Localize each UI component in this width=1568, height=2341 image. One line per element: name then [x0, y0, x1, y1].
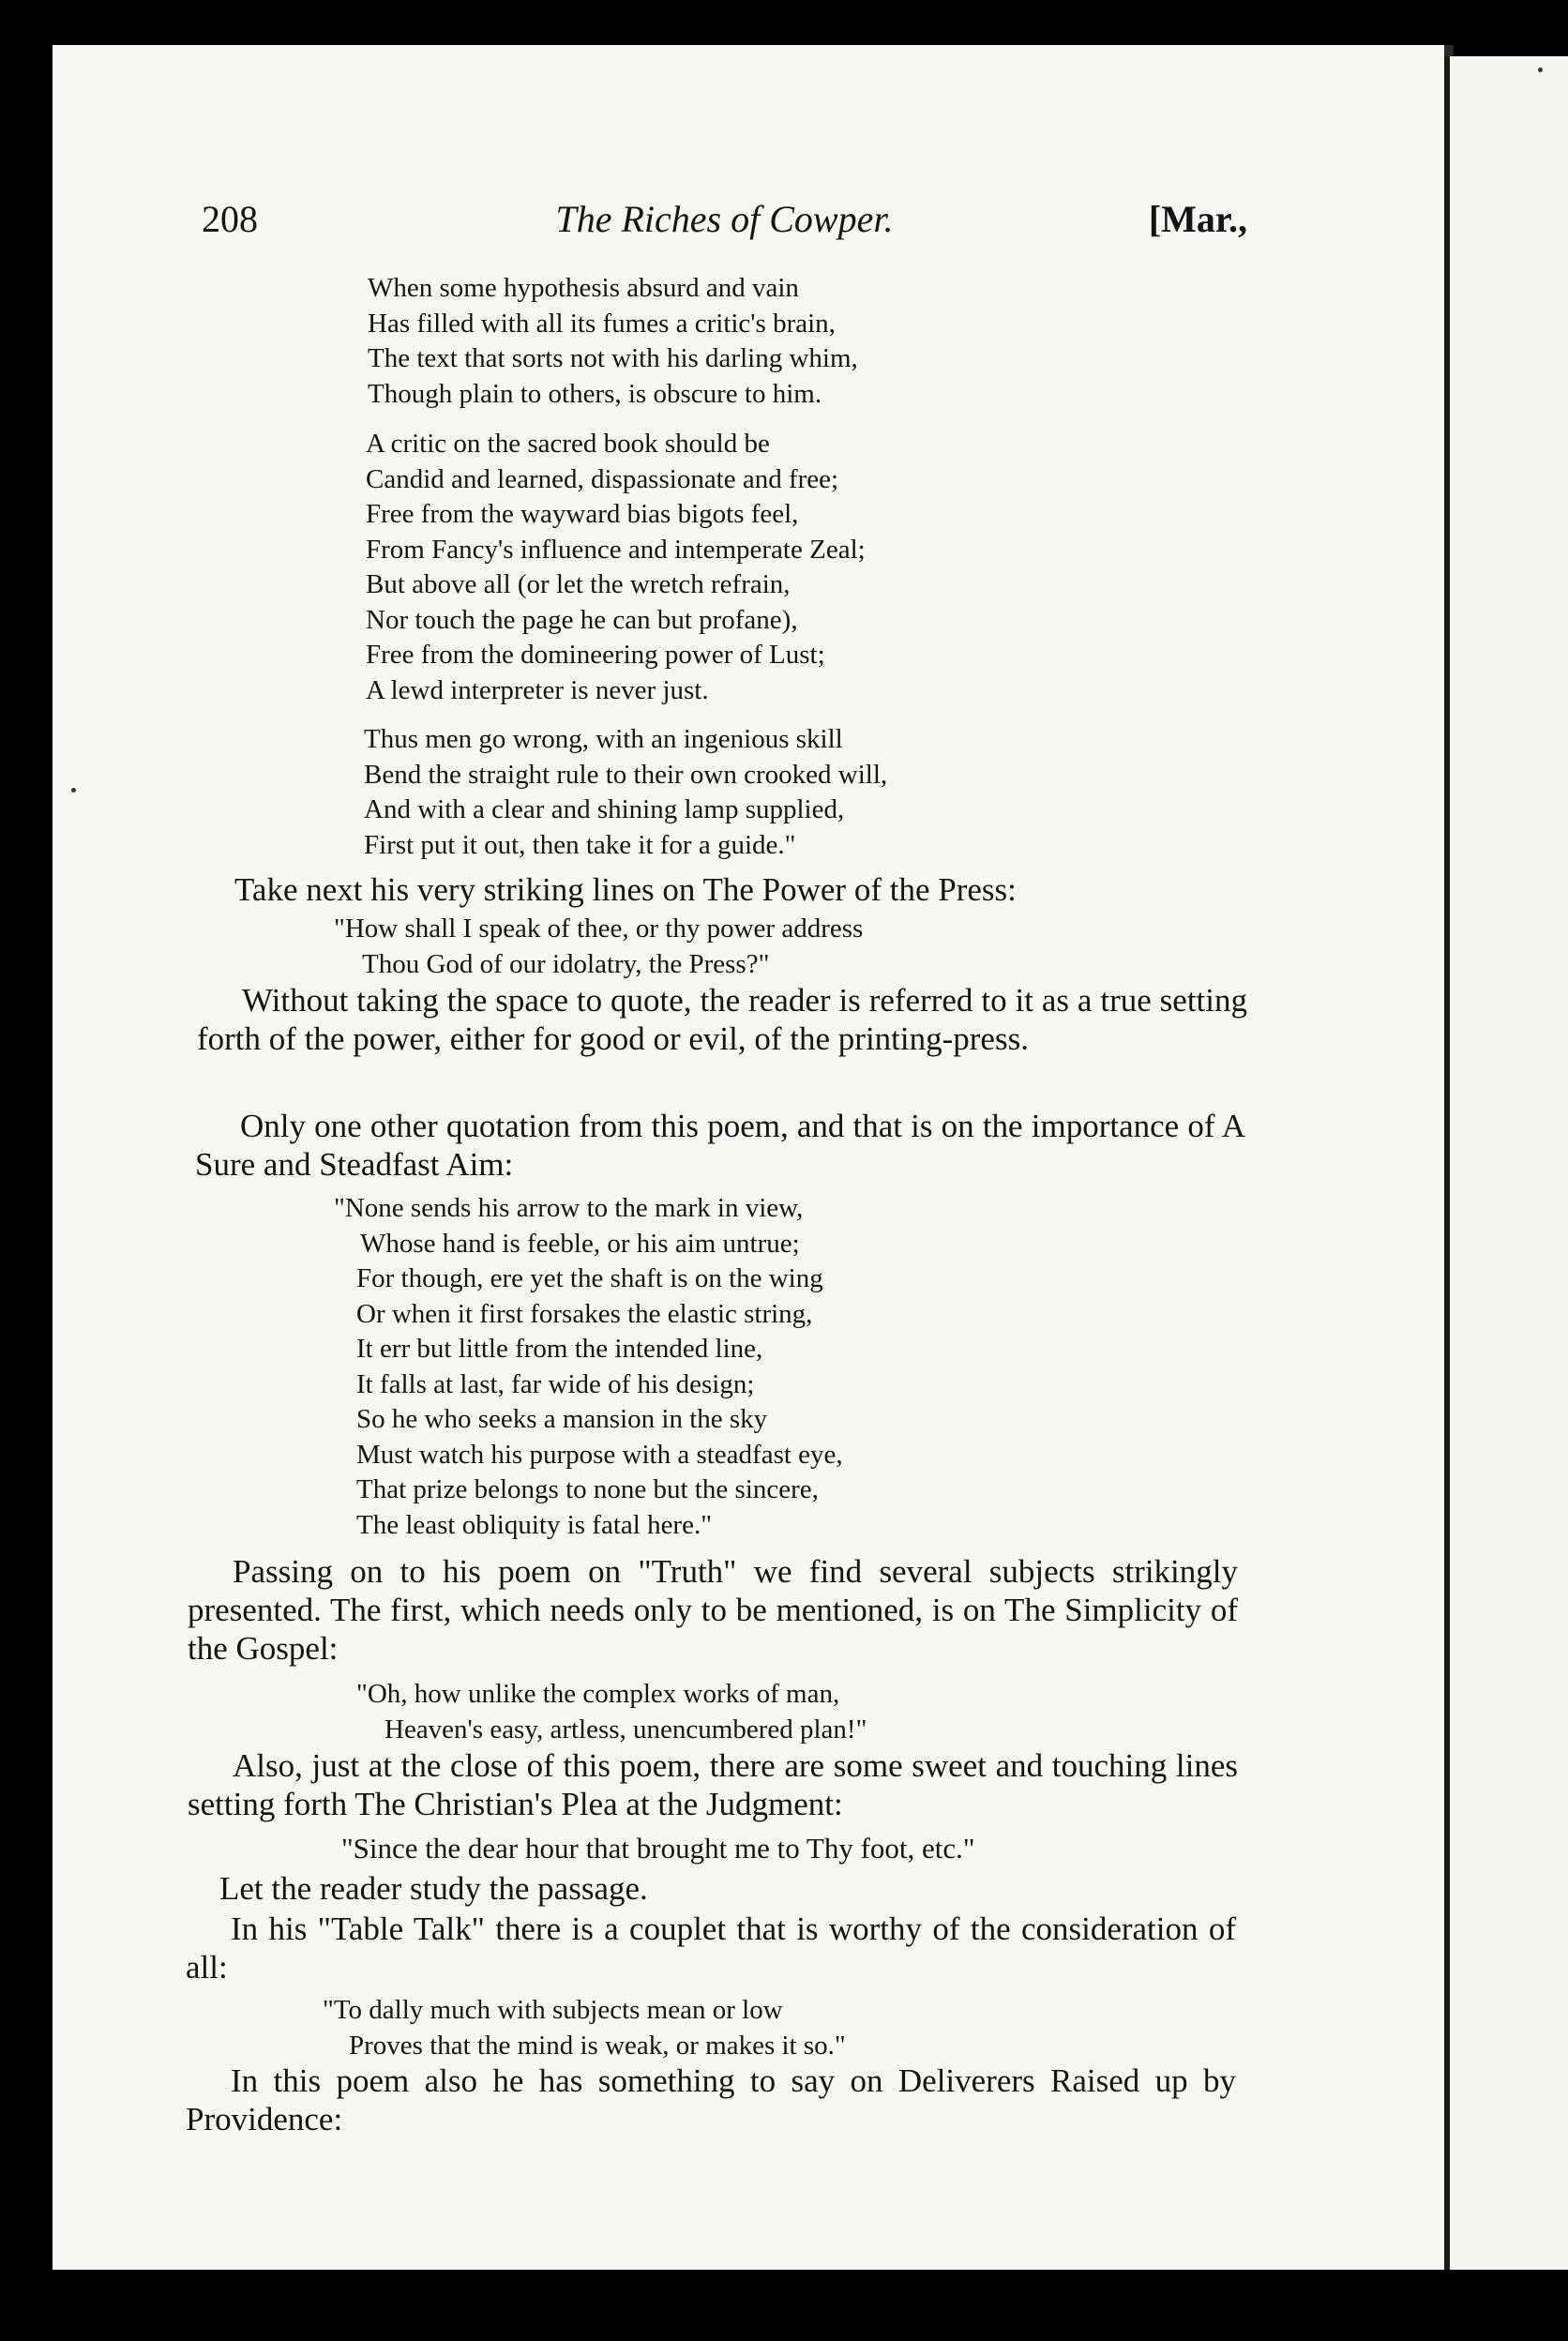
verse-line: Has filled with all its fumes a critic's brain,: [368, 308, 836, 339]
verse-line: Thou God of our idolatry, the Press?": [362, 948, 770, 979]
verse-line: First put it out, then take it for a guide.": [364, 829, 796, 860]
paragraph-christians-plea: [188, 1746, 1238, 1823]
verse-line: Though plain to others, is obscure to him.: [368, 378, 822, 409]
verse-line: And with a clear and shining lamp supplied,: [364, 794, 845, 824]
verse-line: Candid and learned, dispassionate and free;: [366, 463, 839, 494]
paragraph-text: Without taking the space to quote, the reader is referred to it as a true setting forth of the power, either for good or evil, of the printing-press.: [197, 982, 1247, 1057]
verse-line: Free from the domineering power of Lust;: [366, 640, 825, 670]
verse-line: Heaven's easy, artless, unencumbered plan!": [384, 1714, 867, 1744]
paragraph-without-quoting: [197, 981, 1247, 1058]
paragraph-deliverers: [186, 2062, 1236, 2138]
verse-line: "Since the dear hour that brought me to Thy foot, etc.": [341, 1832, 975, 1865]
verse-line: When some hypothesis absurd and vain: [368, 273, 799, 303]
verse-block-plea: [341, 1831, 975, 1866]
verse-line: "How shall I speak of thee, or thy power address: [334, 914, 864, 944]
verse-block-table-talk: [323, 1993, 846, 2063]
verse-line: It err but little from the intended line,: [356, 1334, 763, 1364]
verse-block-men-go-wrong: [364, 722, 887, 863]
page-number: 208: [202, 198, 258, 240]
verse-line: Proves that the mind is weak, or makes it so.": [349, 2030, 846, 2061]
verse-line: "Oh, how unlike the complex works of man,: [356, 1679, 840, 1709]
verse-block-steadfast-aim: [334, 1191, 843, 1543]
paragraph-one-other-quotation: [195, 1107, 1245, 1184]
paragraph-power-of-press: [234, 870, 1238, 909]
verse-line: But above all (or let the wretch refrain,: [366, 569, 791, 599]
verse-line: The least obliquity is fatal here.": [356, 1509, 713, 1540]
running-header: [202, 197, 1247, 246]
facing-page-edge: [1444, 56, 1568, 2270]
verse-block-press: [334, 912, 863, 982]
verse-line: "To dally much with subjects mean or low: [323, 1995, 783, 2025]
verse-line: Must watch his purpose with a steadfast eye,: [356, 1439, 843, 1470]
verse-line: A critic on the sacred book should be: [366, 429, 770, 459]
paragraph-text: In his "Table Talk" there is a couplet that is worthy of the consideration of all:: [186, 1911, 1236, 1986]
verse-line: Thus men go wrong, with an ingenious skill: [364, 724, 843, 754]
paragraph-truth-poem: [188, 1552, 1238, 1668]
paragraph-text: Only one other quotation from this poem, and that is on the importance of A Sure and Steadfast Aim:: [195, 1108, 1245, 1183]
verse-line: "None sends his arrow to the mark in view,: [334, 1193, 804, 1223]
verse-line: Bend the straight rule to their own crooked will,: [364, 759, 888, 790]
running-title: The Riches of Cowper.: [555, 198, 894, 240]
paragraph-study-passage: [219, 1869, 1232, 1908]
verse-block-gospel: [356, 1677, 867, 1747]
verse-line: Nor touch the page he can but profane),: [366, 604, 798, 635]
paragraph-table-talk: [186, 1910, 1236, 1986]
paragraph-text: Passing on to his poem on "Truth" we find several subjects strikingly presented. The first, which needs only to be mentioned, is on The Simplicity of the Gospel:: [188, 1553, 1238, 1667]
paragraph-text: Take next his very striking lines on The Power of the Press:: [234, 871, 1017, 908]
scan-border: [0, 2270, 1568, 2341]
scan-speck: [1538, 68, 1543, 72]
verse-line: For though, ere yet the shaft is on the wing: [356, 1263, 823, 1293]
verse-block-sacred-book: [366, 427, 866, 708]
paragraph-text: Also, just at the close of this poem, there are some sweet and touching lines setting forth The Christian's Plea at the Judgment:: [188, 1747, 1238, 1822]
scan-speck: [71, 788, 76, 793]
verse-line: It falls at last, far wide of his design;: [356, 1368, 755, 1399]
verse-line: A lewd interpreter is never just.: [366, 674, 709, 705]
issue-label: [Mar.,: [1148, 198, 1247, 240]
verse-line: Or when it first forsakes the elastic string,: [356, 1298, 813, 1329]
verse-line: So he who seeks a mansion in the sky: [356, 1404, 768, 1434]
verse-line: Free from the wayward bias bigots feel,: [366, 499, 799, 529]
verse-line: Whose hand is feeble, or his aim untrue;: [360, 1228, 800, 1259]
verse-line: From Fancy's influence and intemperate Zeal;: [366, 534, 866, 565]
paragraph-text: Let the reader study the passage.: [219, 1870, 648, 1907]
verse-line: That prize belongs to none but the sincere,: [356, 1474, 819, 1504]
paragraph-text: In this poem also he has something to say on Deliverers Raised up by Providence:: [186, 2062, 1236, 2137]
verse-line: The text that sorts not with his darling whim,: [368, 343, 858, 373]
verse-block-critic-brain: [368, 271, 858, 412]
